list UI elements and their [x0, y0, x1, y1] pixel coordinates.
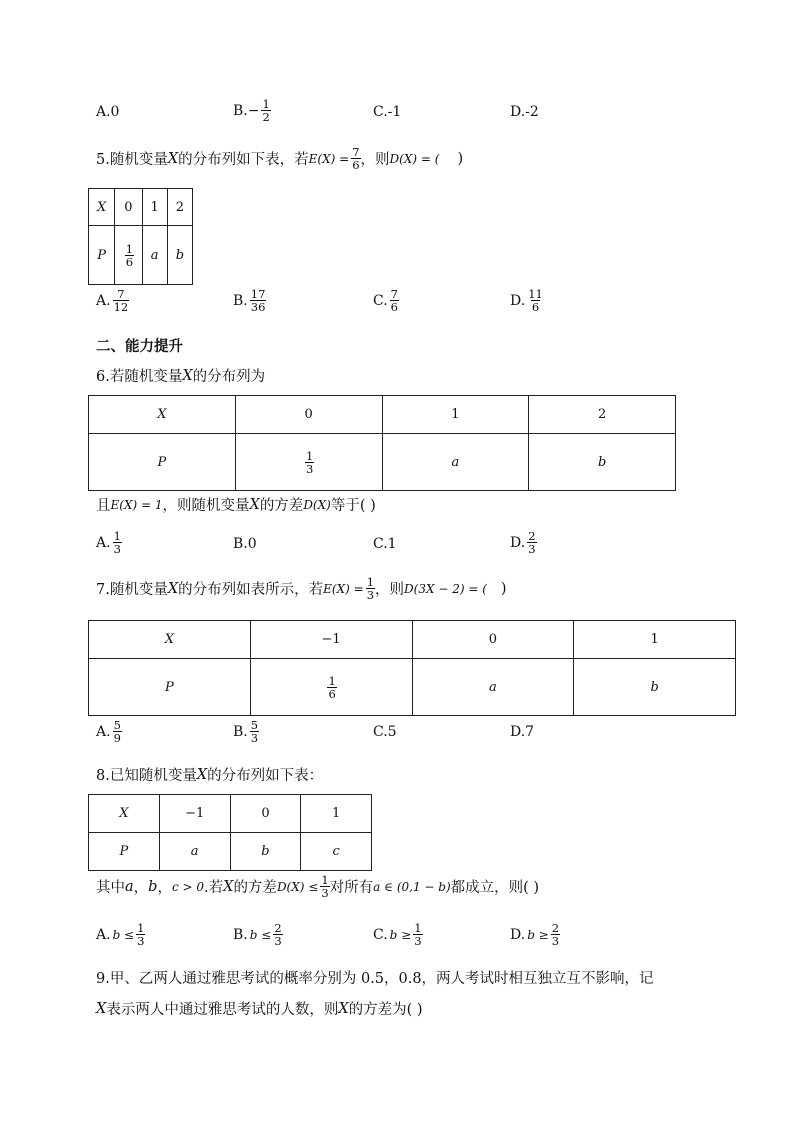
table-cell: 1: [301, 795, 372, 833]
q7-stem: 7.随机变量 X 的分布列如表所示，若 E(X) = $\frac{1}{3}$ ，则 D(3X − 2) = ( ): [96, 575, 507, 602]
q9-line-1: 9.甲、乙两人通过雅思考试的概率分别为 0.5，0.8，两人考试时相互独立互不影响，记: [96, 971, 654, 987]
table-cell: 1: [382, 396, 529, 434]
q4-option-b-sign: −: [247, 102, 260, 119]
q7-option-c: C.5: [373, 724, 397, 740]
q8-option-b: B. b ≤ $\frac{2}{3}$: [233, 921, 282, 948]
table-cell: 2: [529, 396, 676, 434]
q6-distribution-table: [88, 395, 676, 491]
table-cell: −1: [250, 621, 412, 659]
table-cell: 0: [230, 795, 301, 833]
table-cell: 2: [167, 189, 192, 226]
table-cell: a: [142, 226, 167, 285]
q6-option-b: B.0: [233, 536, 257, 552]
section-heading: 二、能力提升: [96, 339, 183, 355]
q7-option-b: B. $\frac{5}{3}$: [233, 718, 259, 745]
q8-stem: 8.已知随机变量 X 的分布列如下表：: [96, 766, 324, 784]
q4-option-b: [233, 98, 271, 123]
table-cell: a: [382, 434, 529, 491]
table-cell: 1: [574, 621, 736, 659]
q8-condition: 其中 a ， b ， c > 0 .若 X 的方差 D(X) ≤ $\frac{1}{3}$ 对所有 a ∈ (0,1 − b) 都成立，则( ): [96, 873, 540, 900]
table-cell: b: [574, 659, 736, 716]
q4-option-b-fraction: $\frac{1}{2}$: [262, 97, 270, 124]
q5-option-a: A. $\frac{7}{12}$: [96, 287, 129, 314]
table-cell: $\frac{1}{6}$: [115, 226, 142, 285]
q5-option-b: B. $\frac{17}{36}$: [233, 287, 266, 314]
table-cell: P: [89, 833, 160, 871]
table-cell: $\frac{1}{6}$: [250, 659, 412, 716]
q9-line-2: X 表示两人中通过雅思考试的人数，则 X 的方差为( ): [96, 1000, 423, 1018]
table-cell: X: [89, 189, 115, 226]
table-cell: 0: [115, 189, 142, 226]
table-cell: c: [301, 833, 372, 871]
q4-option-c: C.-1: [373, 104, 402, 120]
table-cell: 0: [412, 621, 574, 659]
q7-distribution-table: [88, 620, 736, 716]
table-cell: X: [89, 396, 236, 434]
table-cell: $\frac{1}{3}$: [235, 434, 382, 491]
q5-stem: 5.随机变量 X 的分布列如下表，若 E(X) = $\frac{7}{6}$ ，则 D(X) = ( ): [96, 145, 464, 172]
q6-option-c: C.1: [373, 536, 397, 552]
q5-option-c: C. $\frac{7}{6}$: [373, 287, 398, 314]
q8-distribution-table: [88, 794, 372, 871]
q4-option-a-text: A.0: [96, 104, 120, 120]
q5-distribution-table: [88, 188, 193, 285]
q6-condition: 且 E(X) = 1 ，则随机变量 X 的方差 D(X) 等于( ): [96, 496, 376, 514]
q8-option-d: D. b ≥ $\frac{2}{3}$: [510, 921, 560, 948]
table-cell: X: [89, 621, 251, 659]
q7-option-d: D.7: [510, 724, 535, 740]
q4-option-a: [96, 104, 119, 120]
table-cell: a: [412, 659, 574, 716]
table-cell: 0: [235, 396, 382, 434]
table-cell: P: [89, 226, 115, 285]
q5-option-d: D. $\frac{11}{6}$: [510, 287, 543, 314]
q7-option-a: A. $\frac{5}{9}$: [96, 718, 121, 745]
q4-option-b-label: B.: [233, 102, 248, 119]
table-cell: a: [159, 833, 230, 871]
q6-stem: 6.若随机变量 X 的分布列为: [96, 367, 266, 385]
table-cell: P: [89, 434, 236, 491]
table-cell: b: [167, 226, 192, 285]
table-cell: 1: [142, 189, 167, 226]
q6-option-a: A. $\frac{1}{3}$: [96, 529, 121, 556]
q6-option-d: D. $\frac{2}{3}$: [510, 529, 536, 556]
q8-option-c: C. b ≥ $\frac{1}{3}$: [373, 921, 422, 948]
q8-option-a: A. b ≤ $\frac{1}{3}$: [96, 921, 145, 948]
table-cell: −1: [159, 795, 230, 833]
table-cell: b: [230, 833, 301, 871]
table-cell: X: [89, 795, 160, 833]
table-cell: P: [89, 659, 251, 716]
table-cell: b: [529, 434, 676, 491]
q5-ex-fraction: $\frac{7}{6}$: [352, 145, 360, 172]
q4-option-d: D.-2: [510, 104, 539, 120]
